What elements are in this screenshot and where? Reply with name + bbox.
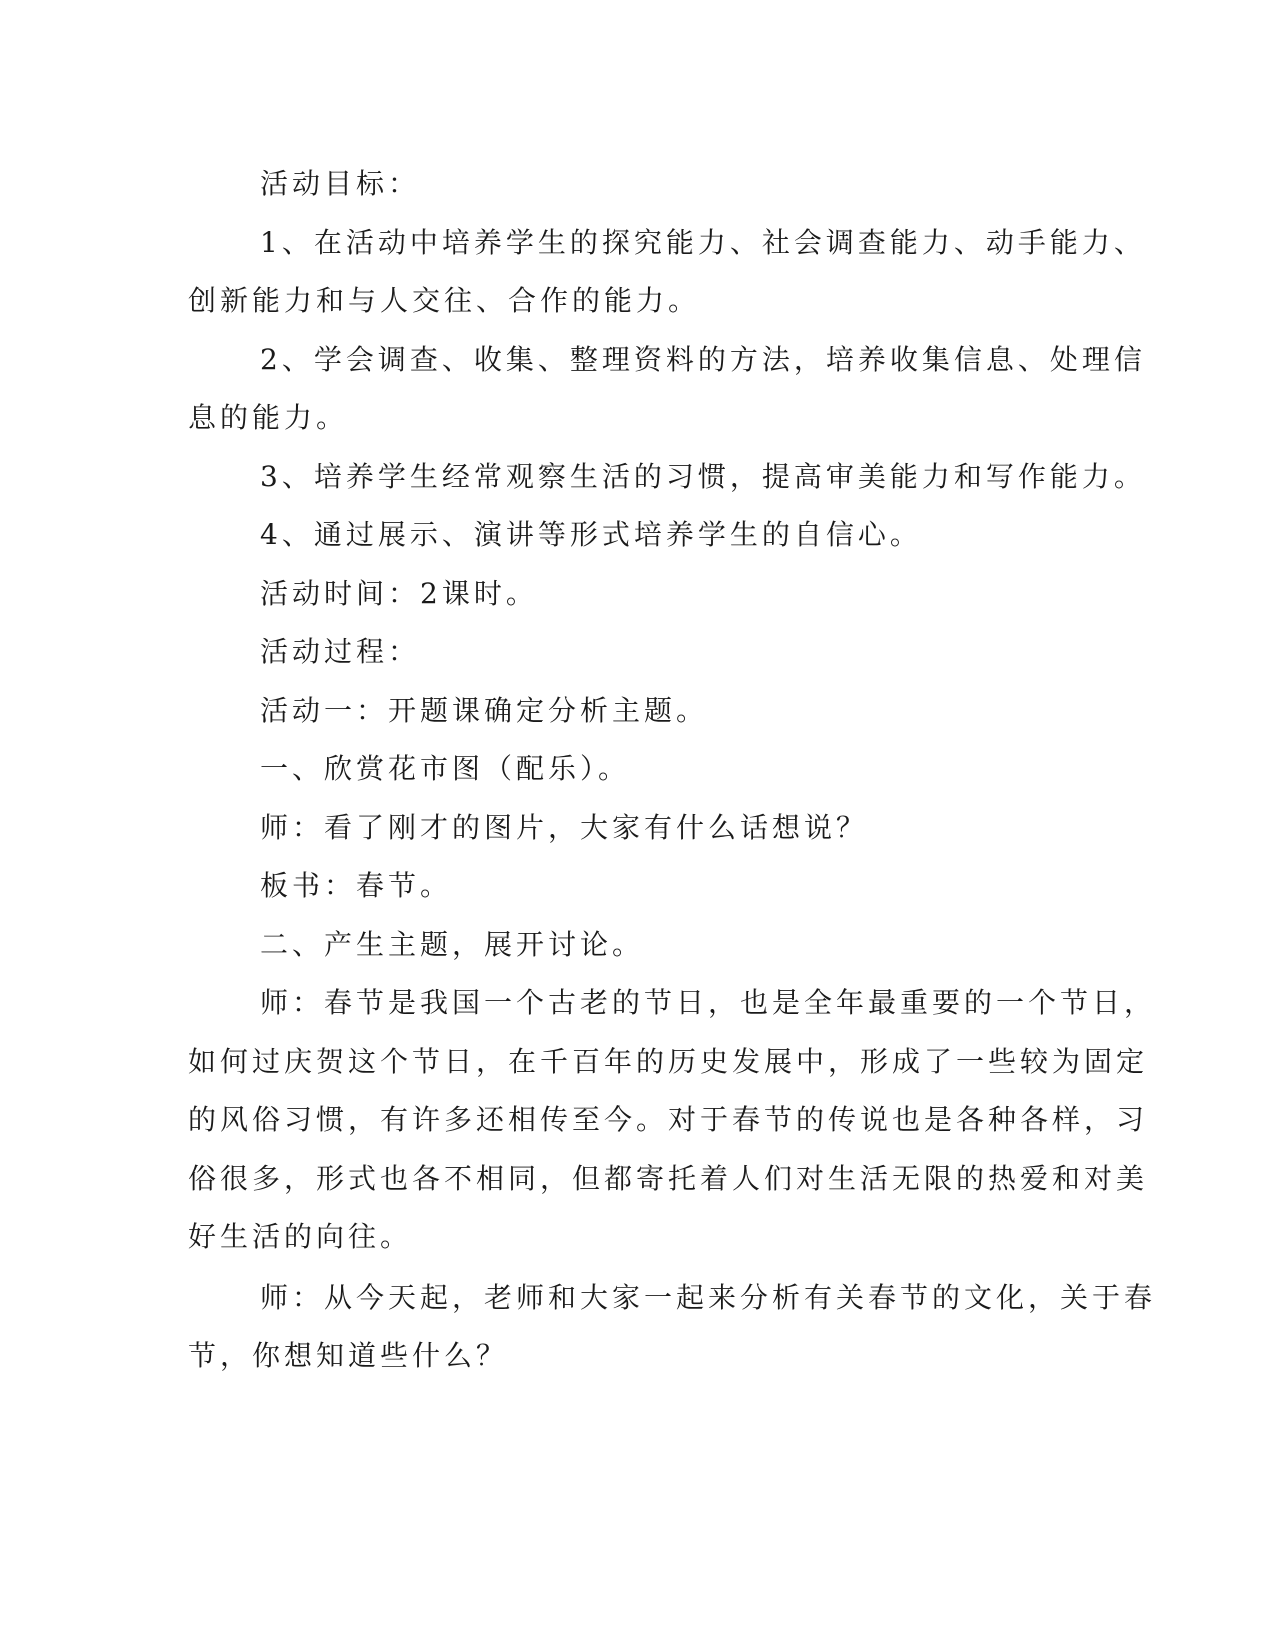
goal-2-line-1: 2、学会调查、收集、整理资料的方法，培养收集信息、处理信	[260, 343, 1146, 376]
teacher-paragraph-line-3: 的风俗习惯，有许多还相传至今。对于春节的传说也是各种各样，习	[188, 1103, 1149, 1136]
teacher-paragraph-line-2: 如何过庆贺这个节日，在千百年的历史发展中，形成了一些较为固定	[188, 1045, 1149, 1078]
goal-1-line-2: 创新能力和与人交往、合作的能力。	[188, 284, 701, 317]
teacher-paragraph-line-4: 俗很多，形式也各不相同，但都寄托着人们对生活无限的热爱和对美	[188, 1162, 1149, 1195]
heading-activity-process: 活动过程：	[260, 635, 421, 668]
teacher-closing-line-2: 节，你想知道些什么？	[188, 1339, 509, 1372]
section-two: 二、产生主题，展开讨论。	[260, 928, 645, 961]
section-one: 一、欣赏花市图（配乐）。	[260, 752, 631, 785]
teacher-question: 师：看了刚才的图片，大家有什么话想说？	[260, 811, 869, 844]
goal-2-line-2: 息的能力。	[188, 401, 349, 434]
teacher-closing-line-1: 师：从今天起，老师和大家一起来分析有关春节的文化，关于春	[260, 1281, 1157, 1314]
blackboard-note: 板书：春节。	[260, 869, 453, 902]
goal-1-line-1: 1、在活动中培养学生的探究能力、社会调查能力、动手能力、	[260, 226, 1146, 259]
goal-3: 3、培养学生经常观察生活的习惯，提高审美能力和写作能力。	[260, 460, 1146, 493]
teacher-paragraph-line-1: 师：春节是我国一个古老的节日，也是全年最重要的一个节日，	[260, 986, 1157, 1019]
activity-time: 活动时间：2课时。	[260, 577, 538, 610]
teacher-paragraph-line-5: 好生活的向往。	[188, 1220, 413, 1253]
activity-one: 活动一：开题课确定分析主题。	[260, 694, 709, 727]
goal-4: 4、通过展示、演讲等形式培养学生的自信心。	[260, 518, 922, 551]
heading-activity-goals: 活动目标：	[260, 167, 421, 200]
